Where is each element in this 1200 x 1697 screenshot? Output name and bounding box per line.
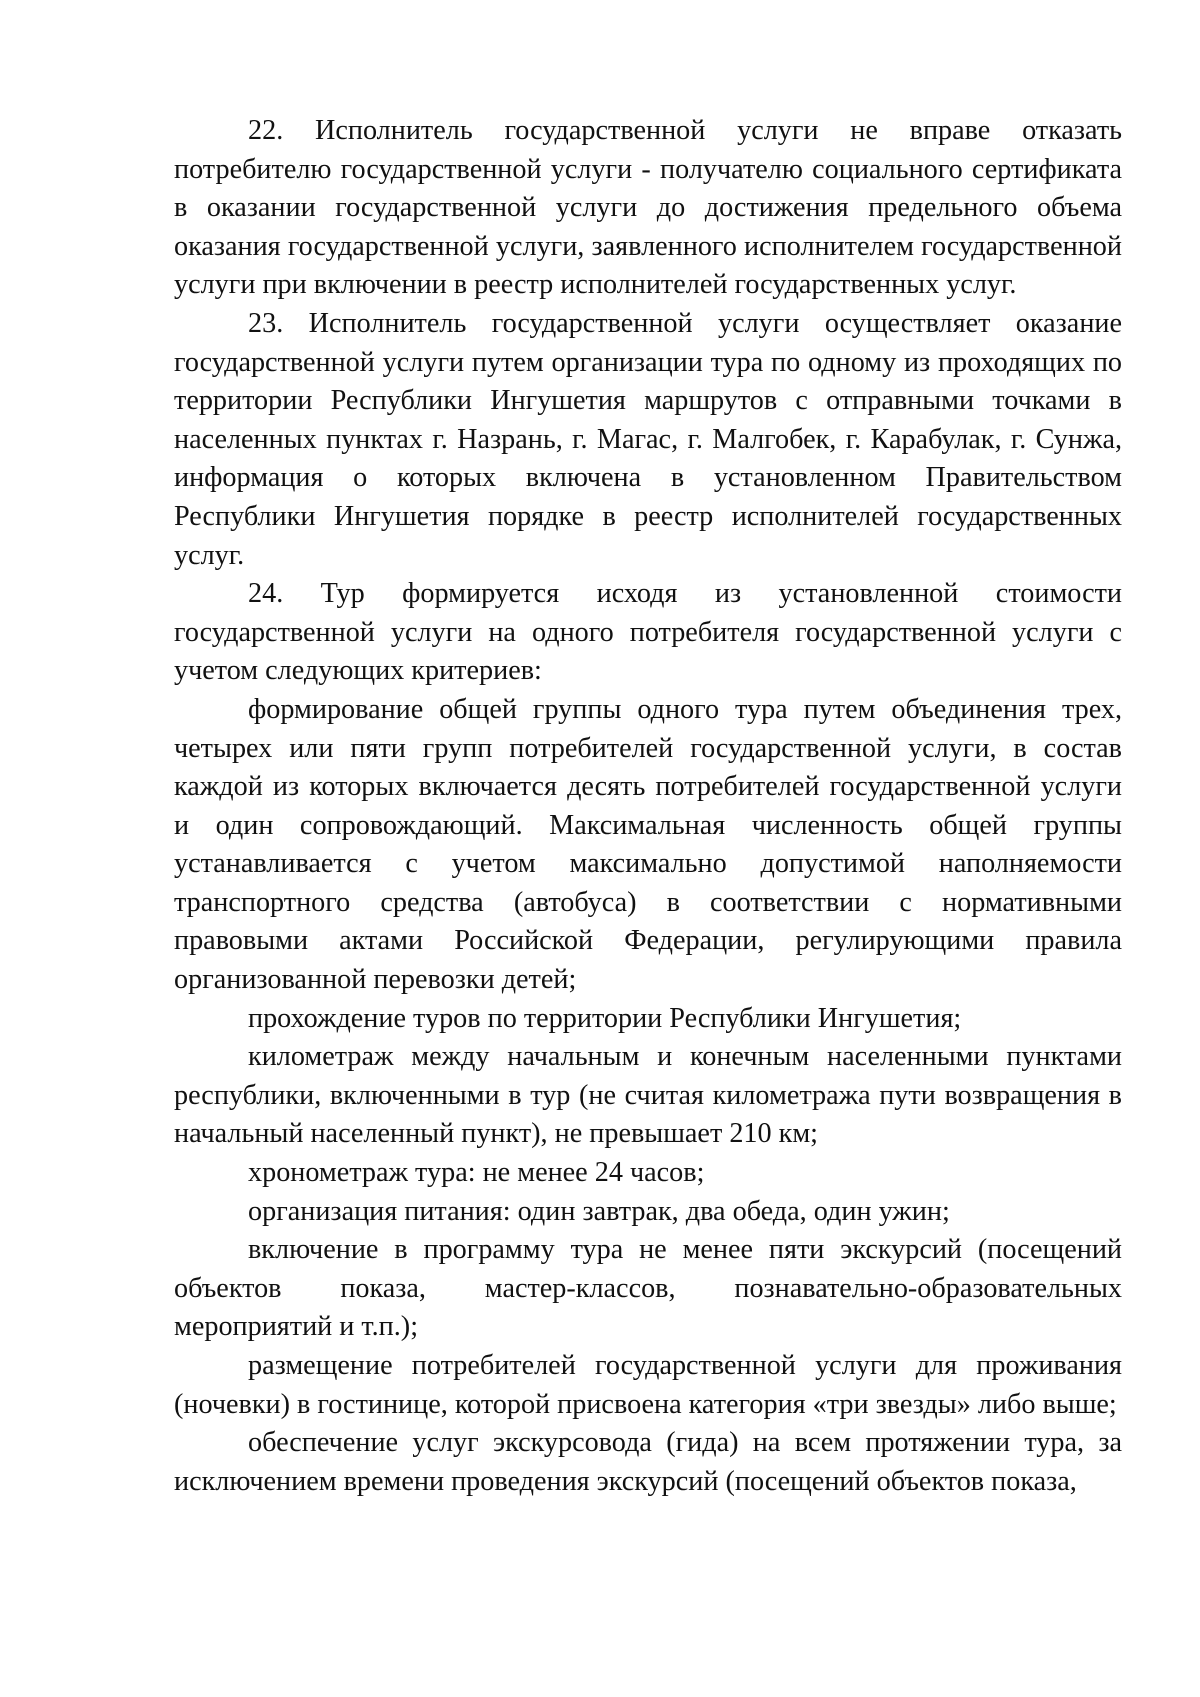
- paragraph-22: 22. Исполнитель государственной услуги не вправе отказать потребителю государственной услуги - получателю социального сертификата в оказании государственной услуги до достижения предельного объема оказания государственной услуги, заявленного исполнителем государственной услуги при включении в реестр исполнителей государственных услуг.: [174, 115, 1122, 301]
- paragraph-23: 23. Исполнитель государственной услуги осуществляет оказание государственной услуги путем организации тура по одному из проходящих по территории Республики Ингушетия маршрутов с отправными точками в населенных пунктах г. Назрань, г. Магас, г. Малгобек, г. Карабулак, г. Сунжа, информация о которых включена в установленном Правительством Республики Ингушетия порядке в реестр исполнителей государственных услуг.: [174, 307, 1122, 571]
- criterion-accommodation: размещение потребителей государственной услуги для проживания (ночевки) в гостинице, которой присвоена категория «три звезды» либо выше;: [174, 1350, 1122, 1420]
- criterion-tour-territory: прохождение туров по территории Республики Ингушетия;: [248, 1002, 962, 1034]
- criterion-guide-services: обеспечение услуг экскурсовода (гида) на всем протяжении тура, за исключением времени проведения экскурсий (посещений объектов показа,: [174, 1427, 1122, 1497]
- criterion-excursions: включение в программу тура не менее пяти экскурсий (посещений объектов показа, мастер-классов, познавательно-образовательных мероприятий и т.п.);: [174, 1234, 1122, 1343]
- paragraph-24: 24. Тур формируется исходя из установленной стоимости государственной услуги на одного потребителя государственной услуги с учетом следующих критериев:: [174, 578, 1122, 687]
- document-body: [174, 112, 1122, 1501]
- criterion-group-formation: формирование общей группы одного тура путем объединения трех, четырех или пяти групп потребителей государственной услуги, в состав каждой из которых включается десять потребителей государственной услуги и один сопровождающий. Максимальная численность общей группы устанавливается с учетом максимально допустимой наполняемости транспортного средства (автобуса) в соответствии с нормативными правовыми актами Российской Федерации, регулирующими правила организованной перевозки детей;: [174, 693, 1122, 996]
- criterion-meals: организация питания: один завтрак, два обеда, один ужин;: [248, 1195, 950, 1227]
- criterion-duration: хронометраж тура: не менее 24 часов;: [248, 1157, 705, 1189]
- criterion-mileage: километраж между начальным и конечным населенными пунктами республики, включенными в тур (не считая километража пути возвращения в начальный населенный пункт), не превышает 210 км;: [174, 1041, 1122, 1150]
